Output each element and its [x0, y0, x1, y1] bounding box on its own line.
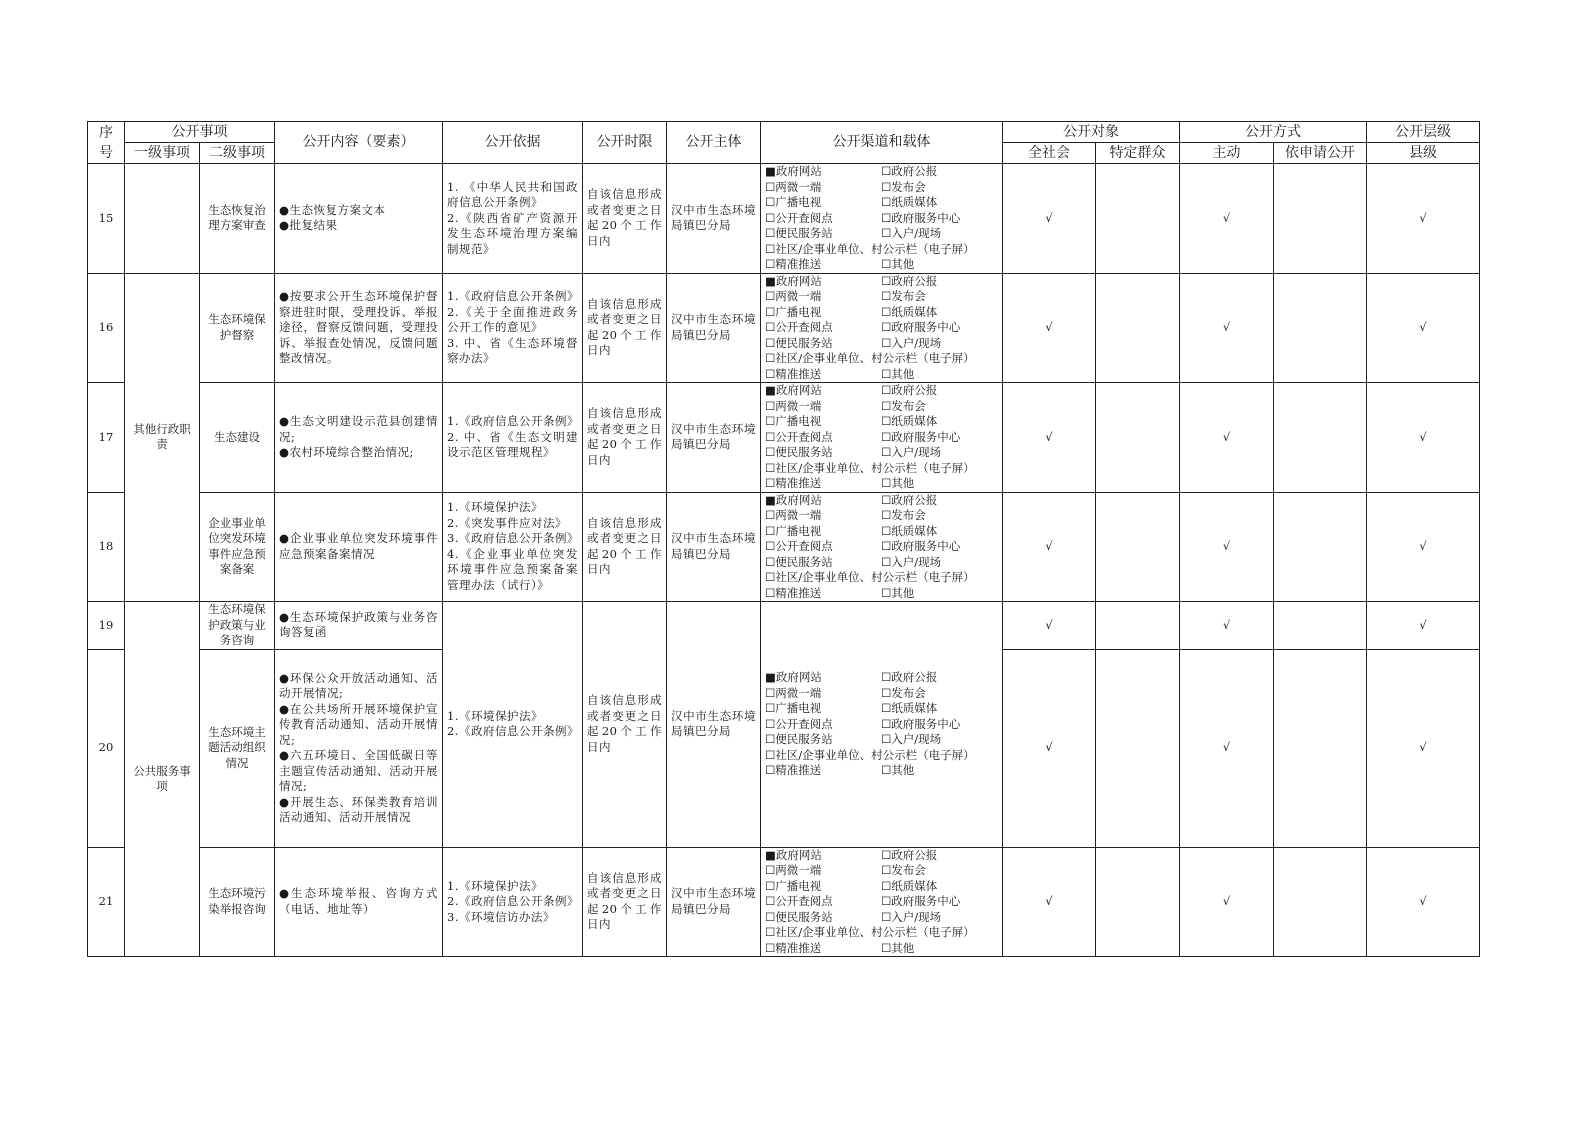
row-seq: 18 — [88, 492, 125, 602]
content-line: ●生态环境举报、咨询方式（电话、地址等） — [279, 886, 438, 916]
channel-option: ☐其他 — [881, 257, 915, 271]
subject-cell: 汉中市生态环境局镇巴分局 — [667, 383, 761, 493]
channels-list — [765, 670, 998, 779]
table-row — [88, 273, 1480, 383]
channels-cell — [761, 273, 1003, 383]
row-seq: 19 — [88, 602, 125, 650]
level1-cell-empty — [125, 164, 200, 274]
row-seq: 15 — [88, 164, 125, 274]
channels-list — [765, 848, 998, 957]
channel-option: ☐纸质媒体 — [881, 523, 938, 538]
time-limit-cell: 自该信息形成或者变更之日起20个工作日内 — [583, 492, 667, 602]
basis-line: 3.《环境信访办法》 — [447, 909, 555, 924]
time-limit-cell: 自该信息形成或者变更之日起20个工作日内 — [583, 847, 667, 957]
check-method-active: √ — [1180, 847, 1274, 957]
subject-cell: 汉中市生态环境局镇巴分局 — [667, 492, 761, 602]
target-specific-empty — [1096, 164, 1180, 274]
check-tier-county: √ — [1367, 383, 1480, 493]
check-target-all: √ — [1003, 649, 1096, 847]
channels-cell — [761, 847, 1003, 957]
header-target: 公开对象 — [1003, 122, 1180, 143]
channel-option: ☐社区/企事业单位、村公示栏（电子屏） — [765, 925, 975, 939]
header-target-all: 全社会 — [1003, 143, 1096, 164]
table-row — [88, 602, 1480, 650]
channel-option: ☐政府服务中心 — [881, 429, 961, 444]
basis-cell — [443, 602, 583, 848]
channel-option: ☐社区/企事业单位、村公示栏（电子屏） — [765, 460, 975, 475]
basis-line: 2.《突发事件应对法》 — [447, 515, 567, 530]
content-cell — [275, 649, 443, 847]
level2-cell: 生态恢复治理方案审查 — [200, 164, 275, 274]
channel-option: ☐两微一端 — [765, 863, 822, 877]
check-method-active: √ — [1180, 383, 1274, 493]
basis-cell — [443, 273, 583, 383]
content-cell — [275, 164, 443, 274]
channel-option: ☐两微一端 — [765, 289, 822, 303]
header-tier: 公开层级 — [1367, 122, 1480, 143]
channel-option: ☐政府服务中心 — [881, 716, 961, 731]
channels-list — [765, 274, 998, 383]
basis-line: 2.《关于全面推进政务公开工作的意见》 — [447, 304, 578, 334]
level1-other-admin: 其他行政职责 — [125, 273, 200, 602]
channel-option: ☐精准推送 — [765, 476, 822, 490]
channel-option: ☐公开查阅点 — [765, 429, 833, 444]
channel-option: ☐精准推送 — [765, 585, 822, 600]
channel-option: ☐政府服务中心 — [881, 539, 961, 553]
target-specific-empty — [1096, 649, 1180, 847]
level2-cell: 生态环境保护政策与业务咨询 — [200, 602, 275, 650]
header-method: 公开方式 — [1180, 122, 1367, 143]
header-basis: 公开依据 — [443, 122, 583, 164]
content-line: ●生态文明建设示范县创建情况; — [279, 414, 438, 444]
channel-option: ☐政府服务中心 — [881, 320, 961, 334]
check-target-all: √ — [1003, 383, 1096, 493]
channel-option: ☐便民服务站 — [765, 554, 833, 569]
channel-option: ☐发布会 — [881, 863, 926, 877]
channel-option: ☐其他 — [881, 585, 915, 600]
check-tier-county: √ — [1367, 649, 1480, 847]
basis-line: 1.《政府信息公开条例》 — [447, 414, 579, 428]
target-specific-empty — [1096, 847, 1180, 957]
header-level1: 一级事项 — [125, 143, 200, 164]
channel-option: ☐便民服务站 — [765, 732, 833, 746]
channel-option: ■政府网站 — [765, 383, 822, 397]
header-channels: 公开渠道和载体 — [761, 122, 1003, 164]
channels-list — [765, 383, 998, 492]
channel-option: ☐发布会 — [881, 508, 926, 522]
content-line: ●环保公众开放活动通知、活动开展情况; — [279, 670, 438, 700]
channel-option: ☐两微一端 — [765, 685, 822, 700]
content-cell — [275, 847, 443, 957]
content-cell — [275, 273, 443, 383]
channel-option: ☐纸质媒体 — [881, 304, 938, 319]
header-level2: 二级事项 — [200, 143, 275, 164]
table-row — [88, 164, 1480, 274]
time-limit-cell: 自该信息形成或者变更之日起20个工作日内 — [583, 273, 667, 383]
channel-option: ☐便民服务站 — [765, 909, 833, 924]
method-request-empty — [1274, 847, 1367, 957]
check-method-active: √ — [1180, 273, 1274, 383]
table-row — [88, 492, 1480, 602]
channel-option: ☐入户/现场 — [881, 226, 942, 240]
basis-cell — [443, 492, 583, 602]
channel-option: ☐发布会 — [881, 685, 926, 700]
channel-option: ☐政府公报 — [881, 383, 938, 397]
channel-option: ☐两微一端 — [765, 508, 822, 522]
channel-option: ☐其他 — [881, 366, 915, 381]
check-target-all: √ — [1003, 273, 1096, 383]
basis-line: 2.《陕西省矿产资源开发生态环境治理方案编制规范》 — [447, 210, 578, 256]
content-line: ●批复结果 — [279, 218, 338, 233]
header-content: 公开内容（要素） — [275, 122, 443, 164]
channel-option: ☐社区/企事业单位、村公示栏（电子屏） — [765, 570, 975, 584]
channel-option: ■政府网站 — [765, 273, 822, 288]
header-tier-county: 县级 — [1367, 143, 1480, 164]
channel-option: ☐入户/现场 — [881, 335, 942, 350]
channel-option: ☐便民服务站 — [765, 445, 833, 459]
content-line: ●六五环境日、全国低碳日等主题宣传活动通知、活动开展情况; — [279, 748, 438, 793]
subject-cell: 汉中市生态环境局镇巴分局 — [667, 602, 761, 848]
channel-option: ☐纸质媒体 — [881, 195, 938, 209]
channel-option: ☐发布会 — [881, 398, 926, 413]
time-limit-cell: 自该信息形成或者变更之日起20个工作日内 — [583, 602, 667, 848]
channel-option: ☐广播电视 — [765, 701, 822, 715]
row-seq: 21 — [88, 847, 125, 957]
channel-option: ☐两微一端 — [765, 179, 822, 194]
content-line: ●在公共场所开展环境保护宣传教育活动通知、活动开展情况; — [279, 701, 438, 747]
row-seq: 20 — [88, 649, 125, 847]
channel-option: ☐公开查阅点 — [765, 210, 833, 225]
table-row — [88, 847, 1480, 957]
basis-line: 3. 中、省《生态环境督察办法》 — [447, 335, 578, 365]
header-subject: 公开主体 — [667, 122, 761, 164]
channel-option: ☐公开查阅点 — [765, 716, 833, 731]
channel-option: ■政府网站 — [765, 670, 822, 684]
level1-public-service: 公共服务事项 — [125, 602, 200, 957]
basis-line: 1.《环境保护法》 — [447, 708, 543, 723]
basis-line: 4.《企业事业单位突发环境事件应急预案备案管理办法（试行）》 — [447, 546, 578, 592]
channel-option: ☐便民服务站 — [765, 226, 833, 240]
channel-option: ☐政府公报 — [881, 847, 938, 862]
row-seq: 16 — [88, 273, 125, 383]
channel-option: ☐政府公报 — [881, 164, 938, 178]
target-specific-empty — [1096, 273, 1180, 383]
subject-cell: 汉中市生态环境局镇巴分局 — [667, 273, 761, 383]
channel-option: ☐社区/企事业单位、村公示栏（电子屏） — [765, 747, 975, 762]
content-line: ●生态环境保护政策与业务咨询答复函 — [279, 609, 438, 640]
check-target-all: √ — [1003, 164, 1096, 274]
method-request-empty — [1274, 649, 1367, 847]
channel-option: ■政府网站 — [765, 492, 822, 507]
channel-option: ☐公开查阅点 — [765, 320, 833, 334]
basis-line: 2.《政府信息公开条例》 — [447, 724, 579, 739]
channel-option: ☐广播电视 — [765, 878, 822, 893]
channel-option: ☐纸质媒体 — [881, 701, 938, 715]
channel-option: ☐精准推送 — [765, 257, 822, 271]
content-line: ●按要求公开生态环境保护督察进驻时限，受理投诉、举报途径，督察反馈问题，受理投诉、举报查处情况，反馈问题整改情况。 — [279, 289, 438, 365]
content-line: ●生态恢复方案文本 — [279, 202, 386, 217]
channel-option: ☐纸质媒体 — [881, 414, 938, 428]
channel-option: ☐两微一端 — [765, 398, 822, 413]
channel-option: ☐广播电视 — [765, 195, 822, 209]
basis-line: 2. 中、省《生态文明建设示范区管理规程》 — [447, 429, 578, 459]
channel-option: ☐广播电视 — [765, 414, 822, 428]
check-tier-county: √ — [1367, 164, 1480, 274]
basis-line: 1. 《中华人民共和国政府信息公开条例》 — [447, 179, 578, 209]
target-specific-empty — [1096, 602, 1180, 650]
channel-option: ☐精准推送 — [765, 940, 822, 955]
time-limit-cell: 自该信息形成或者变更之日起20个工作日内 — [583, 383, 667, 493]
level2-cell: 生态建设 — [200, 383, 275, 493]
level2-cell: 生态环境主题活动组织情况 — [200, 649, 275, 847]
content-line: ●企业事业单位突发环境事件应急预案备案情况 — [279, 531, 438, 561]
header-method-active: 主动 — [1180, 143, 1274, 164]
channel-option: ☐精准推送 — [765, 763, 822, 777]
method-request-empty — [1274, 383, 1367, 493]
channels-list — [765, 493, 998, 602]
channel-option: ☐公开查阅点 — [765, 539, 833, 553]
check-method-active: √ — [1180, 492, 1274, 602]
method-request-empty — [1274, 602, 1367, 650]
channel-option: ☐其他 — [881, 940, 915, 955]
basis-line: 3.《政府信息公开条例》 — [447, 531, 579, 546]
method-request-empty — [1274, 492, 1367, 602]
level2-cell: 生态环境污染举报咨询 — [200, 847, 275, 957]
check-method-active: √ — [1180, 649, 1274, 847]
channels-list — [765, 164, 998, 273]
channel-option: ☐入户/现场 — [881, 445, 942, 459]
table-row — [88, 383, 1480, 493]
check-tier-county: √ — [1367, 847, 1480, 957]
channel-option: ■政府网站 — [765, 164, 822, 178]
header-matters: 公开事项 — [125, 122, 275, 143]
channel-option: ☐公开查阅点 — [765, 894, 833, 908]
channel-option: ☐便民服务站 — [765, 335, 833, 350]
content-cell — [275, 602, 443, 650]
method-request-empty — [1274, 164, 1367, 274]
channel-option: ☐入户/现场 — [881, 732, 942, 746]
content-line: ●开展生态、环保类教育培训活动通知、活动开展情况 — [279, 794, 438, 824]
content-line: ●农村环境综合整治情况; — [279, 445, 414, 459]
subject-cell: 汉中市生态环境局镇巴分局 — [667, 847, 761, 957]
channel-option: ☐政府公报 — [881, 670, 938, 684]
channel-option: ☐社区/企事业单位、村公示栏（电子屏） — [765, 351, 975, 365]
check-tier-county: √ — [1367, 273, 1480, 383]
check-method-active: √ — [1180, 164, 1274, 274]
channel-option: ☐入户/现场 — [881, 909, 942, 924]
channels-cell — [761, 383, 1003, 493]
header-time-limit: 公开时限 — [583, 122, 667, 164]
channel-option: ☐发布会 — [881, 179, 926, 194]
channel-option: ☐广播电视 — [765, 523, 822, 538]
header-target-specific: 特定群众 — [1096, 143, 1180, 164]
channel-option: ☐其他 — [881, 763, 915, 777]
basis-cell — [443, 847, 583, 957]
time-limit-cell: 自该信息形成或者变更之日起20个工作日内 — [583, 164, 667, 274]
level2-cell: 企业事业单位突发环境事件应急预案备案 — [200, 492, 275, 602]
basis-cell — [443, 383, 583, 493]
disclosure-table — [87, 121, 1480, 957]
check-target-all: √ — [1003, 492, 1096, 602]
content-cell — [275, 492, 443, 602]
channel-option: ☐政府服务中心 — [881, 894, 961, 908]
check-target-all: √ — [1003, 847, 1096, 957]
method-request-empty — [1274, 273, 1367, 383]
level2-cell: 生态环境保护督察 — [200, 273, 275, 383]
check-method-active: √ — [1180, 602, 1274, 650]
target-specific-empty — [1096, 383, 1180, 493]
header-row-1 — [88, 122, 1480, 143]
basis-line: 2.《政府信息公开条例》 — [447, 894, 579, 908]
channel-option: ☐纸质媒体 — [881, 878, 938, 893]
channel-option: ☐政府公报 — [881, 492, 938, 507]
basis-cell — [443, 164, 583, 274]
check-target-all: √ — [1003, 602, 1096, 650]
channel-option: ☐广播电视 — [765, 304, 822, 319]
header-seq: 序号 — [88, 122, 125, 164]
channels-cell — [761, 492, 1003, 602]
check-tier-county: √ — [1367, 602, 1480, 650]
channel-option: ☐精准推送 — [765, 366, 822, 381]
header-method-request: 依申请公开 — [1274, 143, 1367, 164]
channel-option: ☐其他 — [881, 476, 915, 490]
content-cell — [275, 383, 443, 493]
check-tier-county: √ — [1367, 492, 1480, 602]
channel-option: ☐发布会 — [881, 289, 926, 303]
basis-line: 1.《政府信息公开条例》 — [447, 289, 579, 303]
channel-option: ☐入户/现场 — [881, 554, 942, 569]
channel-option: ■政府网站 — [765, 847, 822, 862]
channel-option: ☐政府服务中心 — [881, 210, 961, 225]
channels-cell — [761, 164, 1003, 274]
subject-cell: 汉中市生态环境局镇巴分局 — [667, 164, 761, 274]
channel-option: ☐社区/企事业单位、村公示栏（电子屏） — [765, 241, 975, 256]
basis-line: 1.《环境保护法》 — [447, 878, 543, 893]
basis-line: 1.《环境保护法》 — [447, 500, 543, 515]
row-seq: 17 — [88, 383, 125, 493]
channel-option: ☐政府公报 — [881, 273, 938, 288]
target-specific-empty — [1096, 492, 1180, 602]
channels-cell — [761, 602, 1003, 848]
